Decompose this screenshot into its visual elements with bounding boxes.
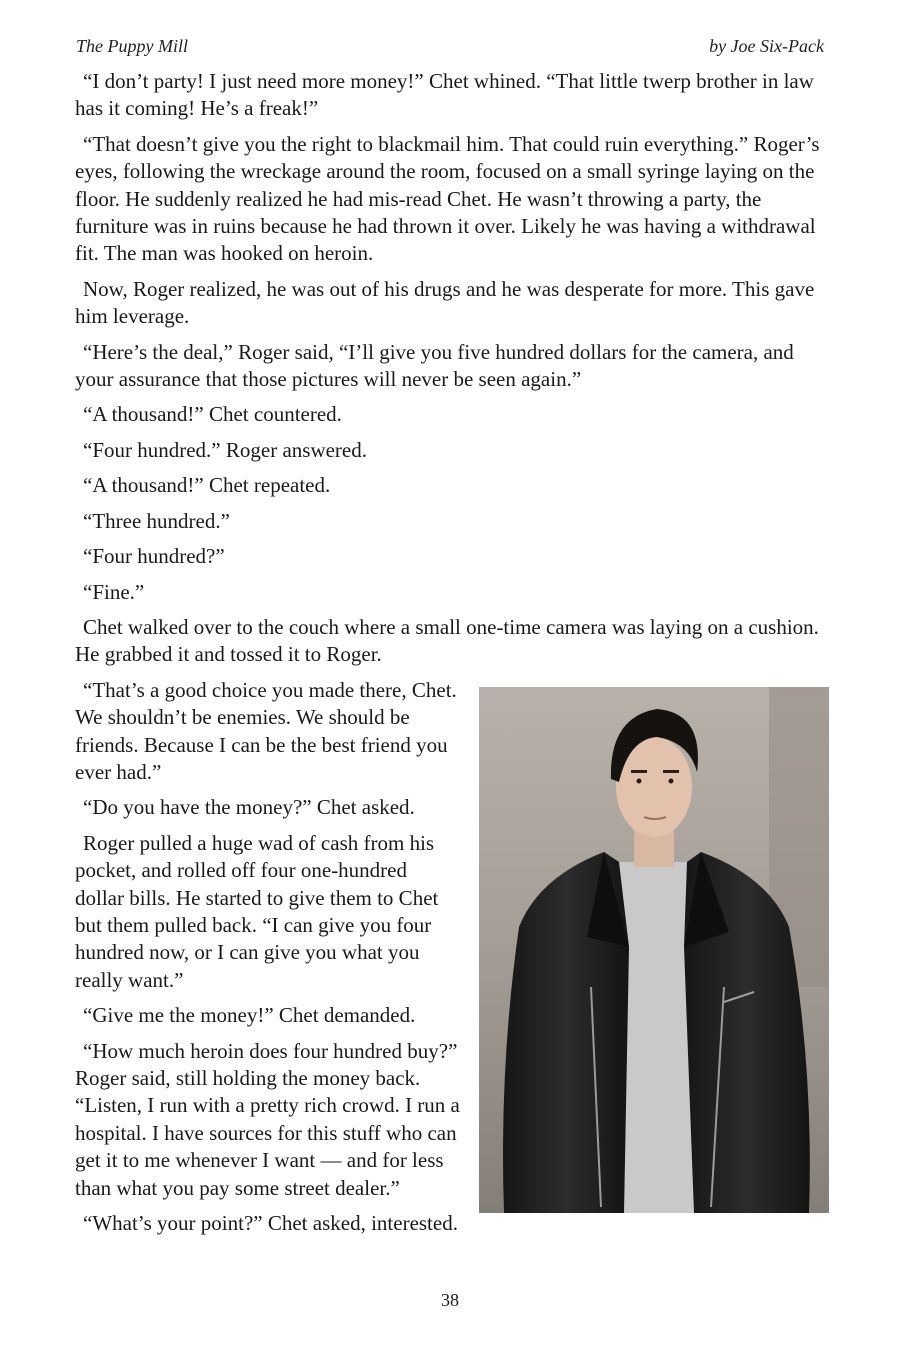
- story-text: [75, 68, 827, 1245]
- paragraph: “What’s your point?” Chet asked, interested.: [83, 1211, 458, 1236]
- paragraph: Roger pulled a huge wad of cash from his pocket, and rolled off four one-hundred dollar bills. He started to give them to Chet but them pulled back. “I can give you four hundred now, or I can give you what you really want.”: [75, 830, 439, 992]
- paragraph: “Do you have the money?” Chet asked.: [83, 795, 415, 820]
- paragraph: “A thousand!” Chet repeated.: [83, 473, 331, 498]
- paragraph: “That doesn’t give you the right to blackmail him. That could ruin everything.” Roger’s eyes, following the wreckage around the room, focused on a small syringe laying on the floor. He suddenly realized he had mis-read Chet. He wasn’t throwing a party, the furniture was in ruins because he had thrown it over. Likely he was having a withdrawal fit. The man was hooked on heroin.: [75, 131, 820, 266]
- paragraph: Now, Roger realized, he was out of his drugs and he was desperate for more. This gave him leverage.: [75, 276, 815, 329]
- portrait-photo: [479, 687, 829, 1213]
- paragraph: “Fine.”: [83, 579, 145, 604]
- book-title: The Puppy Mill: [76, 36, 188, 56]
- paragraph: “That’s a good choice you made there, Chet. We shouldn’t be enemies. We should be friends. Because I can be the best friend you ever had.”: [75, 677, 457, 784]
- paragraph: “Three hundred.”: [83, 508, 230, 533]
- paragraph: “I don’t party! I just need more money!” Chet whined. “That little twerp brother in law has it coming! He’s a freak!”: [75, 69, 814, 121]
- author-credit: by Joe Six-Pack: [709, 36, 824, 56]
- running-header: [76, 36, 824, 60]
- paragraph: “Give me the money!” Chet demanded.: [83, 1003, 416, 1028]
- paragraph: “Four hundred.” Roger answered.: [83, 437, 367, 462]
- paragraph: “A thousand!” Chet countered.: [83, 402, 342, 427]
- leather-jacket-man-illustration: [479, 687, 829, 1213]
- paragraph: “How much heroin does four hundred buy?” Roger said, still holding the money back. “Listen, I run with a pretty rich crowd. I run a hospital. I have sources for this stuff who can get it to me whenever I want — and for less than what you pay some street dealer.”: [75, 1038, 460, 1200]
- paragraph: “Here’s the deal,” Roger said, “I’ll give you five hundred dollars for the camera, and your assurance that those pictures will never be seen again.”: [75, 339, 794, 392]
- page-number: 38: [441, 1290, 459, 1310]
- paragraph: Chet walked over to the couch where a small one-time camera was laying on a cushion. He grabbed it and tossed it to Roger.: [75, 614, 819, 667]
- paragraph: “Four hundred?”: [83, 544, 225, 569]
